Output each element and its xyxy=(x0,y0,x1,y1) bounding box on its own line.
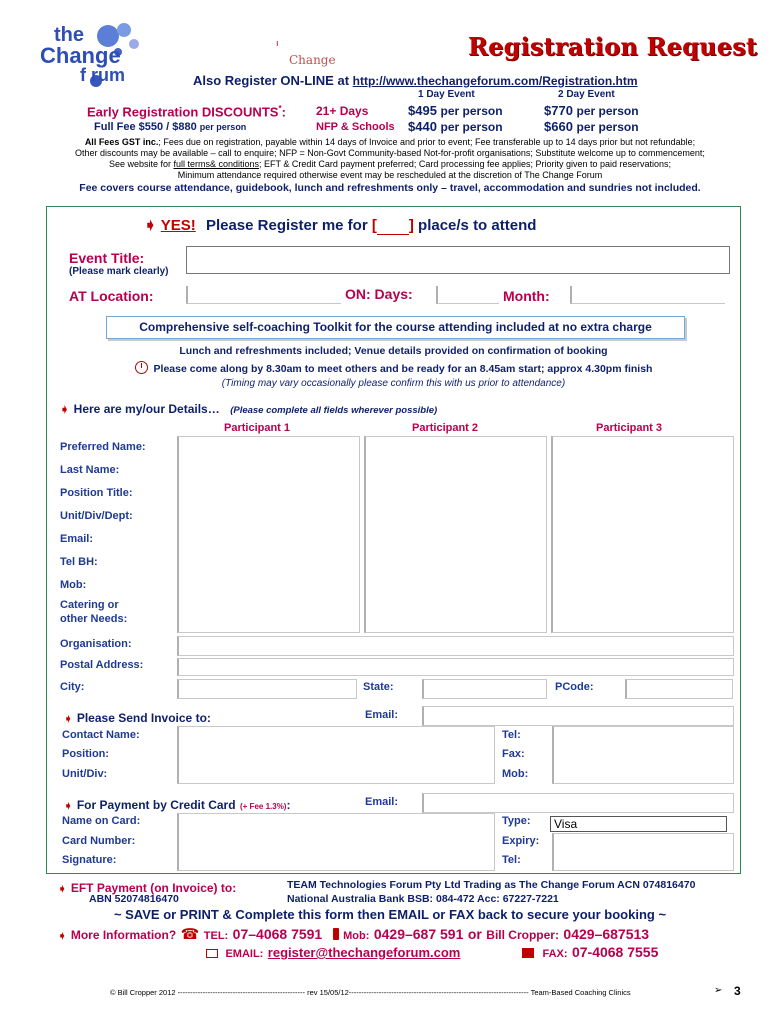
full-fee: Full Fee $550 / $880 xyxy=(94,121,197,133)
invoice-contact-input[interactable] xyxy=(177,726,495,784)
month-input[interactable] xyxy=(570,286,725,304)
eft-arrow-icon: ➧ xyxy=(58,884,67,895)
terms-link[interactable]: full terms& conditions xyxy=(173,159,260,169)
card-type-select[interactable] xyxy=(550,816,727,832)
card-expiry-input[interactable] xyxy=(552,833,734,871)
card-colon: : xyxy=(286,798,291,812)
mob-number[interactable]: 0429–687 591 xyxy=(373,926,464,942)
catering-label: Catering or xyxy=(60,599,119,611)
invoice-email-input[interactable] xyxy=(422,706,734,726)
unit-div-label: Unit/Div: xyxy=(62,768,108,780)
position-label: Position: xyxy=(62,748,110,760)
early-discount-label: Early Registration DISCOUNTS xyxy=(87,104,279,120)
logo-line1: the xyxy=(54,24,84,46)
yes-label: YES! xyxy=(160,217,196,234)
participant-1-details[interactable] xyxy=(177,436,360,633)
city-label: City: xyxy=(60,681,85,693)
card-heading: For Payment by Credit Card xyxy=(76,798,236,812)
organisation-label: Organisation: xyxy=(60,638,132,650)
pcode-input[interactable] xyxy=(625,679,733,699)
lunch-text: Lunch and refreshments included; Venue details provided on confirmation of booking xyxy=(179,345,608,357)
save-instructions: ~ SAVE or PRINT & Complete this form then EMAIL or FAX back to secure your booking ~ xyxy=(113,907,667,922)
eft-line1: TEAM Technologies Forum Pty Ltd Trading as The Change Forum ACN 074816470 xyxy=(287,879,696,891)
days-input[interactable] xyxy=(436,286,499,304)
computer-icon xyxy=(206,949,218,958)
clock-icon xyxy=(135,361,148,374)
card-tel-label: Tel: xyxy=(502,854,521,866)
postal-label: Postal Address: xyxy=(60,659,144,671)
days21-label: 21+ Days xyxy=(316,104,369,118)
bill-mob[interactable]: 0429–687513 xyxy=(563,926,650,942)
tel-number[interactable]: 07–4068 7591 xyxy=(232,926,323,942)
email-link[interactable]: register@thechangeforum.com xyxy=(267,945,461,960)
details-arrow-icon: ➧ xyxy=(60,404,70,416)
price-660: $660 xyxy=(544,119,573,134)
card-type-value: Visa xyxy=(554,817,578,831)
register-please: Please Register me for xyxy=(205,217,368,234)
tel-bh-label: Tel BH: xyxy=(60,556,98,568)
change-word: Change xyxy=(289,53,336,67)
card-email-input[interactable] xyxy=(422,793,734,813)
eft-heading: EFT Payment (on Invoice) to: xyxy=(70,881,237,895)
nfp-label: NFP & Schools xyxy=(316,121,395,133)
details-hint: (Please complete all fields wherever possible) xyxy=(230,405,438,416)
invoice-mob-label: Mob: xyxy=(502,768,529,780)
copyright-line: © Bill Cropper 2012 --------------------------------------------------- rev 15/05/12------------------------------------------------------------------------ Team-Based Coaching Clinics xyxy=(110,988,631,997)
expiry-label: Expiry: xyxy=(502,835,540,847)
terms-line2: Other discounts may be available – call to enquire; NFP = Non-Govt Community-based Not-for-profit organisations; Substitute welcome up to commencement; xyxy=(75,148,705,158)
terms-line1-bold: All Fees GST inc. xyxy=(84,137,159,147)
invoice-tel-label: Tel: xyxy=(502,729,521,741)
footer-arrow-icon: ➢ xyxy=(714,985,723,996)
card-email-label: Email: xyxy=(365,796,399,808)
eft-bank: National Australia Bank BSB: 084-472 Acc: 67227-7221 xyxy=(287,893,559,905)
other-needs-label: other Needs: xyxy=(60,613,128,625)
participant-2-details[interactable] xyxy=(364,436,547,633)
state-label: State: xyxy=(363,681,394,693)
email-label: Email: xyxy=(60,533,94,545)
register-online-label: Also Register ON-LINE at xyxy=(193,73,350,88)
city-input[interactable] xyxy=(177,679,357,699)
arrive-text: Please come along by 8.30am to meet others and be ready for an 8.45am start; approx 4.30pm finish xyxy=(153,363,653,375)
card-arrow-icon: ➧ xyxy=(64,801,73,812)
terms-line3-pre: See website for xyxy=(108,159,174,169)
participant-2: Participant 2 xyxy=(412,422,479,434)
price-495: $495 xyxy=(408,103,437,118)
on-days-label: ON: Days: xyxy=(345,286,413,302)
places-label: place/s to attend xyxy=(418,217,537,234)
details-heading: Here are my/our Details… xyxy=(73,402,220,416)
logo-line2: Change xyxy=(40,43,121,68)
price-440: $440 xyxy=(408,119,437,134)
invoice-email-label: Email: xyxy=(365,709,399,721)
bracket-open: [ xyxy=(371,217,377,234)
or-text: or xyxy=(467,926,482,942)
last-name-label: Last Name: xyxy=(60,464,120,476)
email-label-footer: EMAIL: xyxy=(225,948,264,960)
per-person-4: per person xyxy=(576,120,639,134)
participant-1: Participant 1 xyxy=(224,422,291,434)
pcode-label: PCode: xyxy=(555,681,594,693)
card-type-label: Type: xyxy=(502,815,531,827)
more-arrow-icon: ➧ xyxy=(58,931,67,942)
full-fee-suffix: per person xyxy=(199,122,247,132)
terms-line1: ; Fees due on registration, payable within 14 days of Invoice and prior to event; Fee transferable up to 14 days prior but not refundable; xyxy=(158,137,696,147)
location-input[interactable] xyxy=(186,286,341,304)
bill-label: Bill Cropper: xyxy=(486,928,559,942)
toolkit-text: Comprehensive self-coaching Toolkit for the course attending included at no extra charge xyxy=(139,320,652,334)
event-title-hint: (Please mark clearly) xyxy=(69,266,169,277)
invoice-fax-label: Fax: xyxy=(502,748,525,760)
state-input[interactable] xyxy=(422,679,547,699)
terms-line5: Fee covers course attendance, guidebook, lunch and refreshments only – travel, accommodation and sundries not included. xyxy=(79,182,701,194)
price-770: $770 xyxy=(544,103,573,118)
participant-3: Participant 3 xyxy=(596,422,663,434)
card-number-label: Card Number: xyxy=(62,835,136,847)
unit-dept-label: Unit/Div/Dept: xyxy=(60,510,133,522)
early-star: * xyxy=(278,104,282,113)
more-info-label: More Information? xyxy=(70,928,177,942)
fax-icon xyxy=(522,948,534,958)
position-title-label: Position Title: xyxy=(60,487,133,499)
small-mark: ı xyxy=(276,38,279,48)
card-fee: (+ Fee 1.3%) xyxy=(240,802,287,811)
month-label: Month: xyxy=(503,288,550,304)
participant-3-details[interactable] xyxy=(551,436,734,633)
toolkit-banner xyxy=(106,316,685,339)
invoice-phone-input[interactable] xyxy=(552,726,734,784)
phone-icon: ☎ xyxy=(180,926,200,943)
page-number: 3 xyxy=(734,984,741,998)
mob-label-footer: Mob: xyxy=(343,930,370,942)
fax-label: FAX: xyxy=(542,948,568,960)
eft-abn: ABN 52074816470 xyxy=(89,893,179,905)
event-title-label: Event Title: xyxy=(69,250,145,266)
logo-line3: f rum xyxy=(80,65,125,85)
name-on-card-label: Name on Card: xyxy=(62,815,141,827)
yes-arrow-icon: ➧ xyxy=(144,217,157,234)
early-colon: : xyxy=(281,104,286,120)
bracket-close: ] xyxy=(408,217,414,234)
invoice-heading: Please Send Invoice to: xyxy=(76,711,211,725)
terms-block xyxy=(40,137,740,194)
logo xyxy=(36,18,154,88)
mobile-icon xyxy=(333,928,339,940)
mob-label: Mob: xyxy=(60,579,87,591)
location-label: AT Location: xyxy=(69,288,154,304)
signature-label: Signature: xyxy=(62,854,117,866)
page-title: Registration Request xyxy=(468,32,758,61)
invoice-arrow-icon: ➧ xyxy=(64,714,73,725)
fax-number[interactable]: 07-4068 7555 xyxy=(571,944,659,960)
day2-label: 2 Day Event xyxy=(558,89,615,100)
day1-label: 1 Day Event xyxy=(418,89,475,100)
places-input[interactable] xyxy=(377,217,409,235)
per-person-2: per person xyxy=(440,120,503,134)
card-details-input[interactable] xyxy=(177,813,495,871)
event-title-input[interactable] xyxy=(186,246,730,274)
timing-text: (Timing may vary occasionally please confirm this with us prior to attendance) xyxy=(221,378,566,389)
per-person-3: per person xyxy=(576,104,639,118)
organisation-input[interactable] xyxy=(177,636,734,656)
preferred-name-label: Preferred Name: xyxy=(60,441,146,453)
terms-line3-post: ; EFT & Credit Card payment preferred; Card processing fee applies; Priority given to paid reservations; xyxy=(259,159,672,169)
postal-input[interactable] xyxy=(177,658,734,676)
tel-label: TEL: xyxy=(203,930,229,942)
terms-line4: Minimum attendance required otherwise event may be rescheduled at the discretion of The Change Forum xyxy=(177,170,603,180)
contact-name-label: Contact Name: xyxy=(62,729,140,741)
per-person-1: per person xyxy=(440,104,503,118)
register-url[interactable]: http://www.thechangeforum.com/Registration.htm xyxy=(352,74,638,88)
